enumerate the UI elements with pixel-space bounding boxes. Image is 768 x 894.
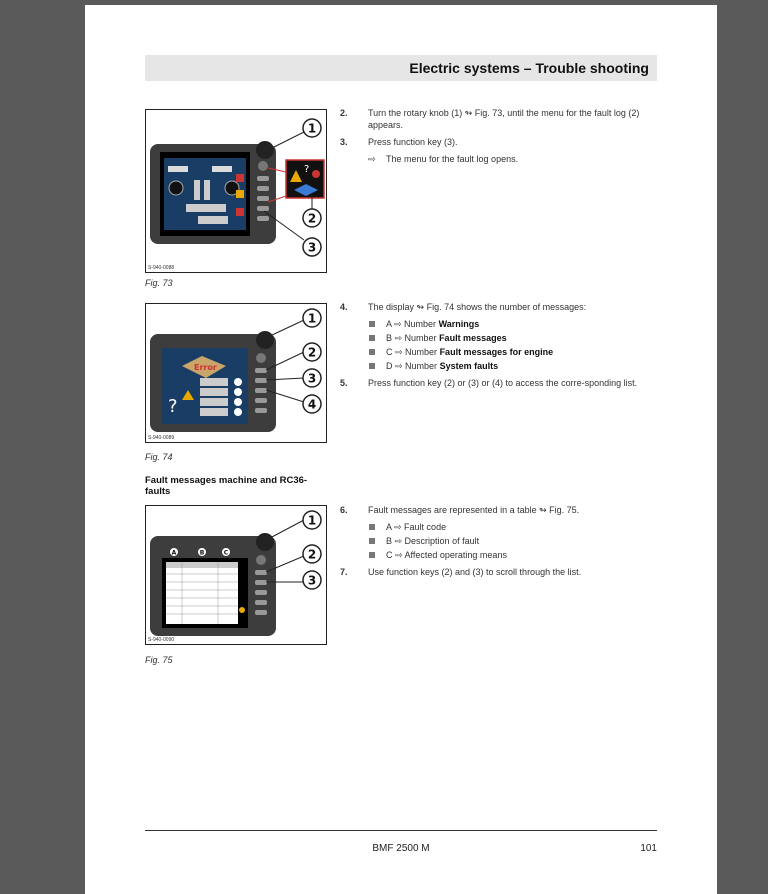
instructions-fig75	[340, 504, 660, 583]
bullet-icon	[369, 363, 375, 369]
callout-3: 3	[307, 371, 317, 386]
list-item: A ⇨ Number Warnings	[340, 318, 660, 330]
control-panel-illustration	[146, 110, 326, 272]
list-item: B ⇨ Description of fault	[340, 535, 660, 547]
step-number: 4.	[340, 302, 348, 312]
callout-1: 1	[307, 513, 317, 528]
step-6	[340, 504, 660, 516]
section-heading: Fault messages machine and RC36-faults	[145, 475, 308, 497]
result-line	[340, 153, 660, 165]
control-panel-illustration	[146, 506, 326, 644]
step-number: 3.	[340, 137, 348, 147]
step-text: Press function key (2) or (3) or (4) to access the corre-sponding list.	[368, 378, 638, 388]
step-2	[340, 107, 660, 131]
list-item: B ⇨ Number Fault messages	[340, 332, 660, 344]
step-text: Use function keys (2) and (3) to scroll through the list.	[368, 567, 582, 577]
svg-text:?: ?	[168, 396, 178, 417]
step-text: Turn the rotary knob (1) ↬ Fig. 73, until the menu for the fault log (2) appears.	[368, 108, 640, 130]
list-item: C ⇨ Affected operating means	[340, 549, 660, 561]
figure-caption: Fig. 73	[145, 278, 173, 288]
page-title: Electric systems – Trouble shooting	[409, 60, 649, 76]
bullet-icon	[369, 349, 375, 355]
figure-code: S-940-0089	[148, 435, 175, 441]
svg-text:?: ?	[304, 164, 310, 175]
page-number: 101	[640, 843, 657, 854]
result-text: The menu for the fault log opens.	[386, 154, 519, 164]
footer-model: BMF 2500 M	[372, 843, 430, 854]
step-number: 7.	[340, 567, 348, 577]
svg-text:Error: Error	[194, 363, 217, 372]
list-item: C ⇨ Number Fault messages for engine	[340, 346, 660, 358]
figure-75	[145, 505, 327, 645]
footer-divider	[145, 830, 657, 831]
step-text: Fault messages are represented in a table ↬ Fig. 75.	[368, 505, 580, 515]
figure-73	[145, 109, 327, 273]
callout-2: 2	[307, 547, 317, 562]
step-number: 2.	[340, 108, 348, 118]
instructions-fig73	[340, 107, 660, 170]
instructions-fig74	[340, 301, 660, 394]
callout-2: 2	[307, 211, 317, 226]
callout-2: 2	[307, 345, 317, 360]
bullet-icon	[369, 321, 375, 327]
step-5	[340, 377, 660, 389]
step-text: Press function key (3).	[368, 137, 458, 147]
result-arrow-icon: ⇨	[368, 154, 376, 164]
bullet-icon	[369, 524, 375, 530]
figure-caption: Fig. 74	[145, 452, 173, 462]
step-7	[340, 566, 660, 578]
figure-caption: Fig. 75	[145, 655, 173, 665]
list-item: A ⇨ Fault code	[340, 521, 660, 533]
callout-1: 1	[307, 121, 317, 136]
callout-1: 1	[307, 311, 317, 326]
bullet-icon	[369, 538, 375, 544]
step-number: 5.	[340, 378, 348, 388]
figure-code: S-940-0088	[148, 265, 175, 271]
page-header	[145, 55, 657, 81]
figure-code: S-940-0090	[148, 637, 175, 643]
callout-3: 3	[307, 573, 317, 588]
step-3	[340, 136, 660, 148]
column-marker-a: A	[171, 549, 177, 557]
step-4	[340, 301, 660, 313]
callout-3: 3	[307, 240, 317, 255]
step-number: 6.	[340, 505, 348, 515]
list-item: D ⇨ Number System faults	[340, 360, 660, 372]
bullet-icon	[369, 335, 375, 341]
figure-74	[145, 303, 327, 443]
bullet-icon	[369, 552, 375, 558]
document-page	[85, 5, 717, 894]
callout-4: 4	[307, 397, 317, 412]
column-marker-b: B	[199, 549, 205, 557]
control-panel-illustration	[146, 304, 326, 442]
step-text: The display ↬ Fig. 74 shows the number of messages:	[368, 302, 587, 312]
column-marker-c: C	[223, 549, 229, 557]
